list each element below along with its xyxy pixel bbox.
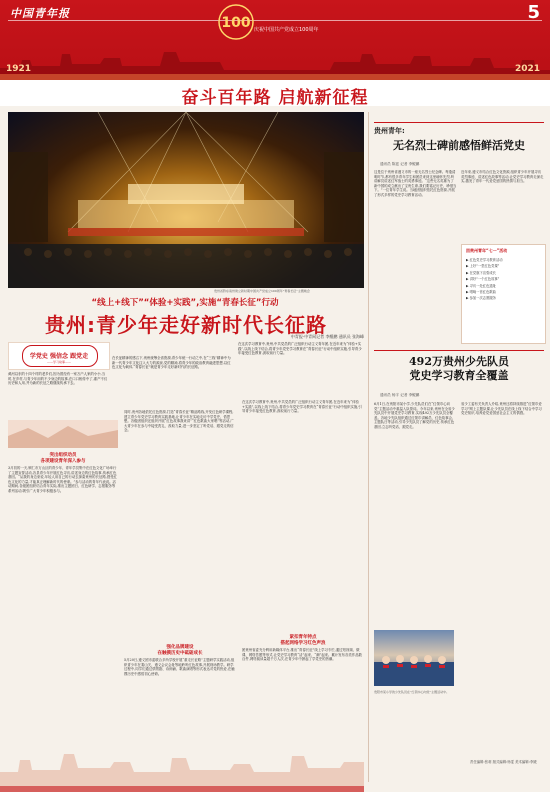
section1-title: 突出组织动员 各项建设青年深入参与 (40, 453, 86, 464)
list-item: ▶ 讲好“一个红色故事” (466, 277, 500, 282)
right-story2-byline: 通讯员 杨宇 记者 李鲲鹏 (380, 393, 420, 397)
theme-banner (0, 80, 550, 106)
lead-paragraph-3: 在这次学习教育中,贵州,中共党员的广泛组织行动主义青年团,在近年来为“体验+实践”,以线上线下结合,将青少年党史学习教育在“青春长征”行动中组织实施,引导青少年接受红色教育,汲取前行力量。 (238, 342, 362, 356)
theme-banner-text: 奋斗百年路 启航新征程 (181, 88, 369, 108)
young-pioneers-photo (374, 630, 454, 686)
list-item: ▶ 上好“一堂红色党课” (466, 264, 500, 269)
list-item: ▶ 在党旗下宣誓成长 (466, 270, 496, 275)
lead-paragraph: 黄河以东的十四个村的老乡们,因为曾经有一家万户人家的小小,当时,在乡村,与青少年用的不少身边的故事,在口口相传中了,重产不仅历史和人用,并为新的长征之路继续传承下去。 (8, 372, 108, 386)
activity-list (466, 257, 542, 302)
young-pioneers-caption: 贵阳市某小学的少先队员在“红领巾心向党”主题活动中。 (374, 690, 450, 694)
list-item: ▶ 唱响一首红色歌曲 (466, 290, 496, 295)
lead-paragraph-2: 在长征精神的感召下,贵州统筹全省资源,青少年统一行动之中,在“三线”精神中为新一代青少年文化注入大力的源泉,党的精神,将青少年的政治教育融进思想,以红色文化为载体,“青春长征”就是青少年走好新时代的长征路。 (112, 356, 231, 370)
story-byline: 中青报·中青网记者 李鲲鹏 通讯员 张海峰 (290, 334, 364, 339)
section3-body: 团贵州省委充分利用新媒体平台,推出“青春长征”线上学习专栏,通过短视频、微课、网络答题等形式,让党史学习教育“活”起来、“潮”起来。累计发布各类作品数百件,网络阅读量超千万人次,在青少年中掀起了学党史的热潮。 (242, 648, 362, 662)
main-photo (8, 112, 364, 288)
right-story2-headline: 492万贵州少先队员 党史学习教育全覆盖 (409, 355, 509, 382)
right-top-rule (374, 122, 544, 123)
centennial-emblem-icon (214, 2, 258, 42)
editor-credits: 责任编辑:张莉 版式编辑:杨雯 美术编辑:李媛 (470, 760, 537, 764)
section2-body: 5月20日,遵义团市委联合多所学校开展“重走长征路”主题研学实践活动,组织青少年在娄山关、遵义会议会址等地聆听红色故事,开展现场教学。研学过程中,同学们通过情景剧、诗朗诵、歌曲演唱等形式表达对党的热爱,在触摸历史中感悟初心使命。 (124, 658, 235, 676)
col2-body: 同时,贵州各地依托红色资源,打造“青春长征”精品路线,开发红色研学课程,建立青少年党史学习教育实践基地,让青少年在实地走访中学党史、悟思想。各级团组织还组织开展“红色故事我来讲”“红色歌曲大家唱”等活动,广大青少年在参与中接受洗礼、汲取力量,进一步坚定了听党话、跟党走的信念。 (124, 410, 234, 433)
section2-title: 强化品牌建设 在触摸历史中砥砺成长 (157, 645, 203, 656)
slogan-subtext: ——学习故事—— (46, 360, 71, 364)
right-body-d: 省少工委有关负责人介绍,贵州还将持续推进“红领巾爱学习”网上主题队课,让少先队员在线上线下结合中学习党史知识,培养爱党爱国爱社会主义的情感。 (461, 402, 542, 416)
activity-box (461, 244, 546, 344)
guizhou-landscape-icon (8, 420, 118, 448)
right-body-b: 近年来,遵义市结合红色文化资源,组织青少年开展寻访英烈事迹、讲述红色故事等活动,让党史学习教育走深走实,激发了青年一代爱党爱国的热情与担当。 (461, 170, 544, 184)
footer-city-decoration-icon (0, 742, 364, 792)
masthead-rule (8, 20, 542, 21)
slogan-box (8, 342, 110, 370)
section3-title: 紧扣青年特点 搭起网络学习红色声浪 (280, 635, 326, 646)
right-body-a: 这是位于贵州省遵义市的一座无名烈士纪念碑。每逢清明时节,都有很多青年学生和团员来到这里缅怀先烈,听讲解员讲述红军战士的英勇事迹。“这些无名英雄为了新中国的成立献出了宝贵生命,我们要铭记历史、珍惜当下。”一位青年学生说。当地团组织依托红色资源,开展了形式多样的党史学习教育活动。 (374, 170, 457, 197)
list-item: ▶ 红色党史学习教育活动 (466, 258, 503, 262)
year-end: 2021 (514, 64, 540, 74)
paper-name: 中国青年报 (10, 7, 70, 20)
stage-performance-image (8, 112, 364, 288)
right-body-c: 6月1日,在贵阳市某小学,少先队员们在“红领巾心向党”主题活动中重温入队誓词。今年以来,贵州在全省少先队员中开展党史学习教育,实现492万少先队员全覆盖。各地少先队组织通过红领巾讲解员、红色故事会、主题队日等活动,引导少先队员了解党的历史,传承红色基因,立志听党话、跟党走。 (374, 402, 456, 429)
column-divider (368, 112, 369, 782)
story-kicker: “线上+线下”“体验+实践”,实施“青春长征”行动 (91, 298, 279, 308)
list-item: ▶ 参加一次志愿服务 (466, 296, 496, 301)
centennial-text: 庆祝中国共产党成立100周年 (254, 27, 319, 33)
right-story-headline: 无名烈士碑前感悟鲜活党史 (393, 139, 525, 152)
skyline-decoration-icon (0, 40, 550, 80)
young-pioneers-image (374, 630, 454, 686)
section1-body: 3月初的一天,铜仁市万山区的青少年、青年学员集中在红色文化广场举行了主题宣誓活动,各县青少年开展红色寻访,讲述身边的红色故事,传承红色基因。“从我的身边来说,年轻人用自己的行动去探索贵州的长征路,感受红色文化的力量,才能真正理解新时代的使命。”参与活动的青年代表说。活动期间,各级团组织结合青年实际,推出主题团日、红色研学、志愿服务等系列活动,吸引广大青少年积极参与。 (8, 466, 117, 493)
right-story-byline: 通讯员 陈廷 记者 李鲲鹏 (380, 162, 420, 166)
story-headline: 贵州:青少年走好新时代长征路 (45, 313, 327, 337)
page-number: 5 (527, 2, 540, 23)
photo-caption: 贵州省黔东南州建立新时期中国共产党成立100周年“青春长征”主题晚会 (214, 289, 310, 293)
right-mid-rule (374, 350, 544, 351)
year-start: 1921 (6, 64, 32, 74)
svg-text:100: 100 (221, 15, 251, 31)
masthead (0, 0, 550, 80)
col3-body: 在这次学习教育中,贵州,中共党员的广泛组织行动主义青年团,在近年来为“体验+实践”,以线上线下结合,将青少年党史学习教育在“青春长征”行动中组织实施,引导青少年接受红色教育,汲取前行力量。 (242, 400, 362, 414)
activity-box-title: 回贵州青年“七一”活动 (466, 248, 508, 253)
right-story-kicker: 贵州青年: (374, 127, 405, 135)
slogan-text: 学党史 强信念 跟党走 (29, 353, 89, 360)
list-item: ▶ 寻访一处红色遗址 (466, 283, 496, 288)
